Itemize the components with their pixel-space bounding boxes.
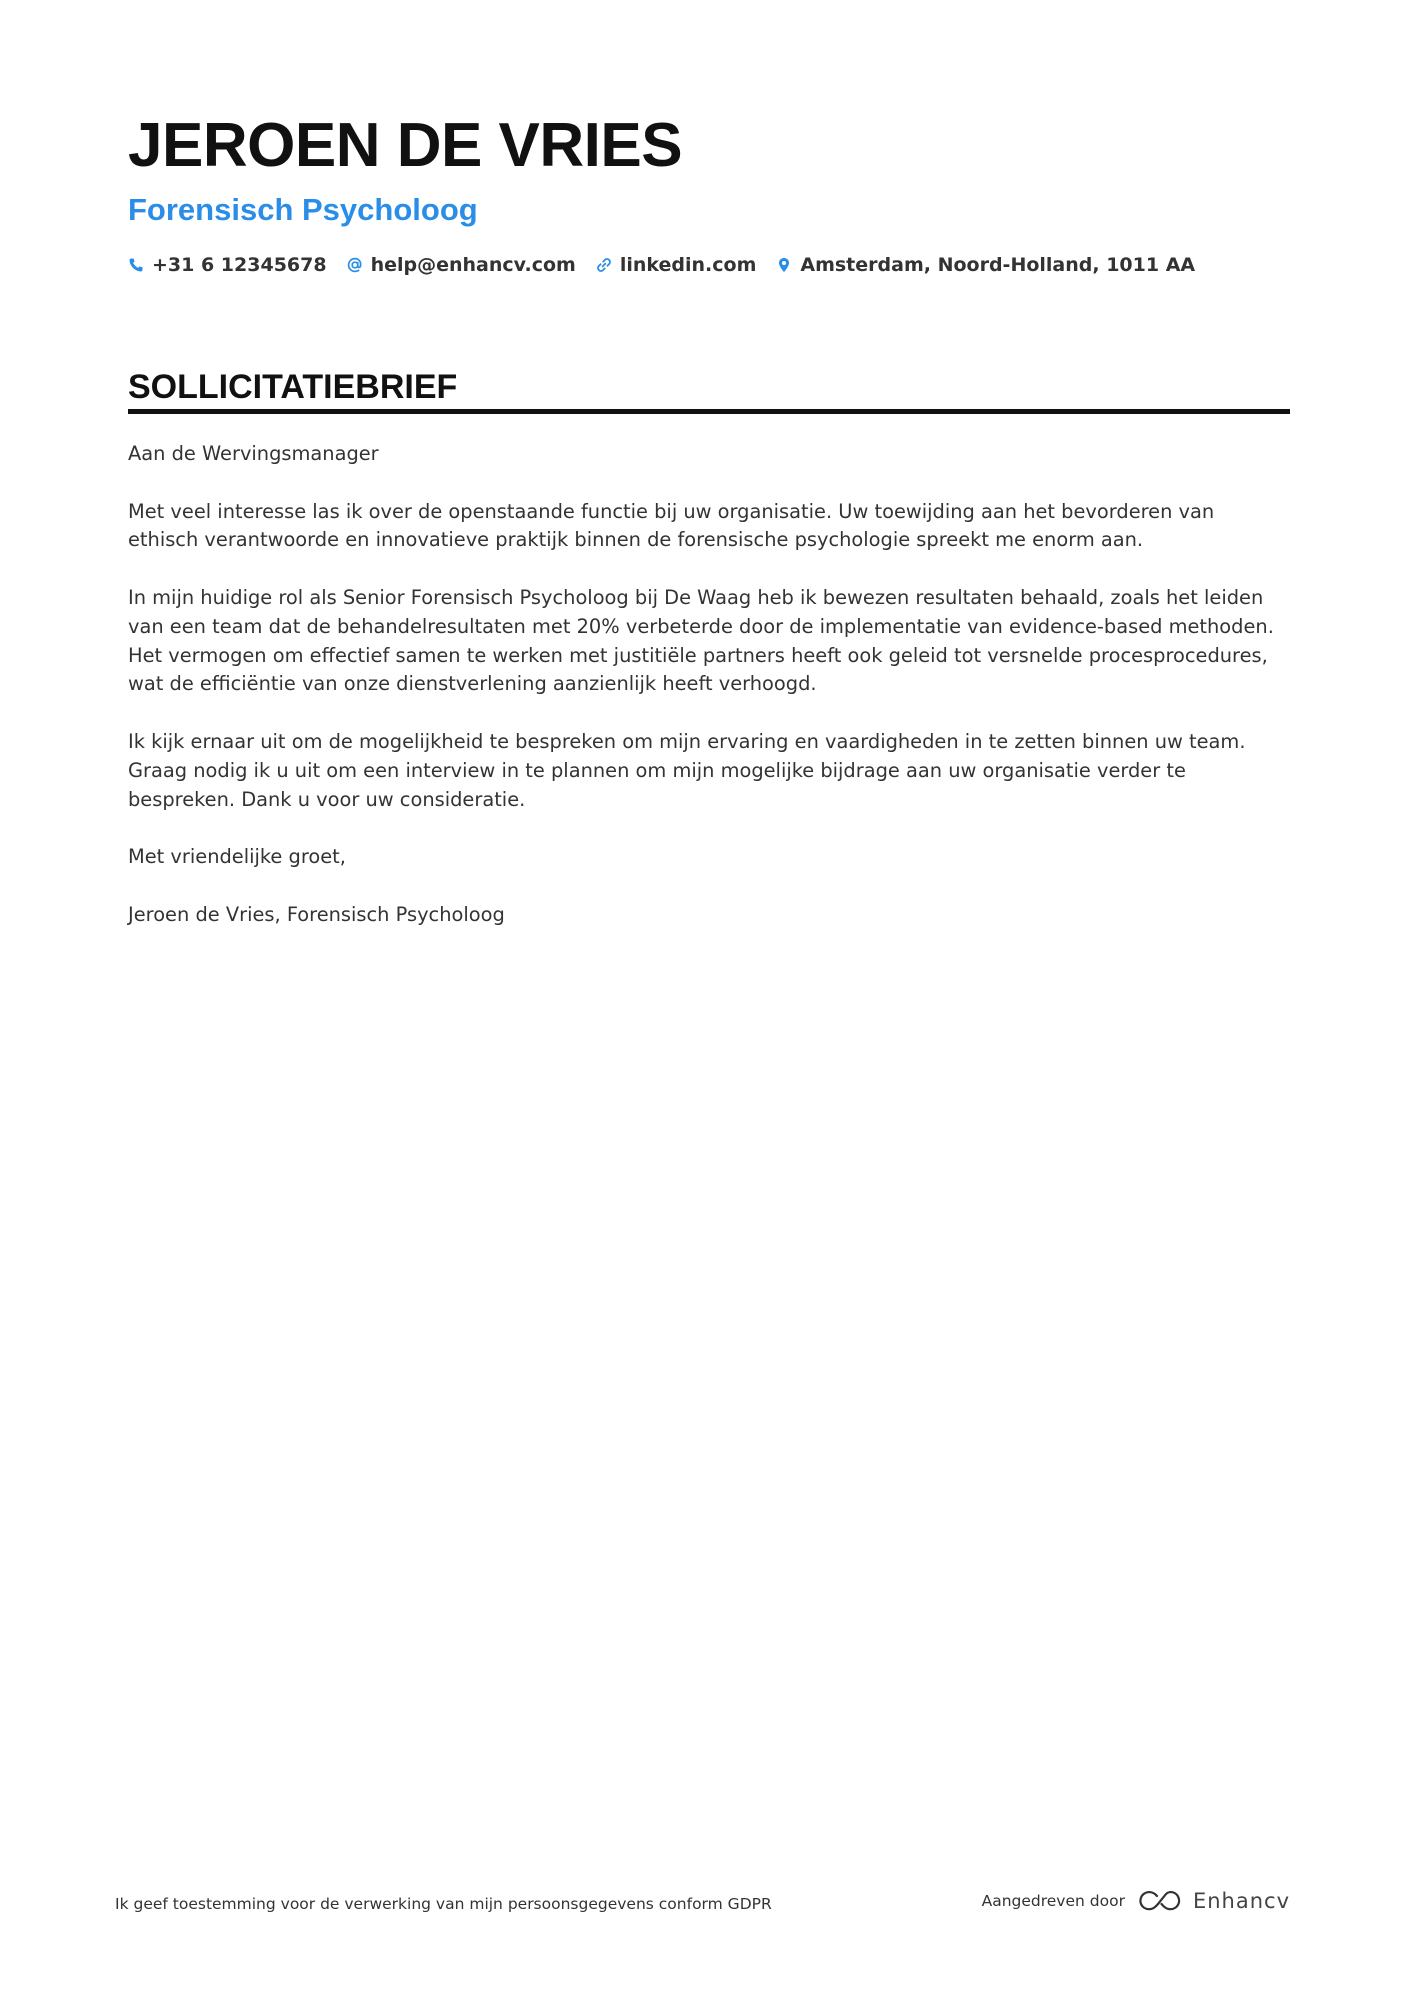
linkedin-text: linkedin.com [619,254,757,276]
letter-paragraph: In mijn huidige rol als Senior Forensisch Psycholoog bij De Waag heb ik bewezen resultaten behaald, zoals het leiden van een team dat de behandelresultaten met 20% verbeterde door de implementatie van evidence-based methoden. Het vermogen om effectief samen te werken met justitiële partners heeft ook geleid tot versnelde procesprocedures, wat de efficiëntie van onze dienstverlening aanzienlijk heeft verhoogd. [128,585,1274,696]
contact-linkedin[interactable] [596,254,757,276]
letter-paragraph: Met veel interesse las ik over de openstaande functie bij uw organisatie. Uw toewijding aan het bevorderen van ethisch verantwoorde en innovatieve praktijk binnen de forensische psychologie spreekt me enorm aan. [128,499,1215,552]
contact-phone[interactable] [128,254,327,276]
letter-paragraph: Ik kijk ernaar uit om de mogelijkheid te bespreken om mijn ervaring en vaardigheden in te zetten binnen uw team. Graag nodig ik u uit om een interview in te plannen om mijn mogelijke bijdrage aan uw organisatie verder te bespreken. Dank u voor uw consideratie. [128,729,1246,811]
location-text: Amsterdam, Noord-Holland, 1011 AA [800,254,1196,276]
at-icon [347,257,363,273]
powered-by-label: Aangedreven door [981,1892,1125,1910]
phone-text: +31 6 12345678 [152,254,327,276]
phone-icon [128,257,144,273]
contact-email[interactable] [347,254,576,276]
link-icon [596,257,612,273]
letter-body [128,440,1290,958]
contact-location [776,254,1195,276]
job-title: Forensisch Psycholoog [128,192,478,227]
letter-closing: Met vriendelijke groet, [128,845,346,869]
brand-logo [1137,1889,1290,1913]
contact-bar [128,254,1195,276]
powered-by[interactable] [982,1889,1290,1913]
letter-signature: Jeroen de Vries, Forensisch Psycholoog [128,902,505,926]
letter-salutation: Aan de Wervingsmanager [128,442,379,465]
section-heading: SOLLICITATIEBRIEF [128,368,1290,414]
candidate-name: JEROEN DE VRIES [128,111,683,180]
enhancv-logo-icon [1137,1889,1183,1913]
gdpr-consent-text: Ik geef toestemming voor de verwerking van mijn persoonsgegevens conform GDPR [115,1895,772,1913]
email-text: help@enhancv.com [370,254,576,276]
brand-name: Enhancv [1192,1889,1290,1913]
location-pin-icon [776,257,792,273]
